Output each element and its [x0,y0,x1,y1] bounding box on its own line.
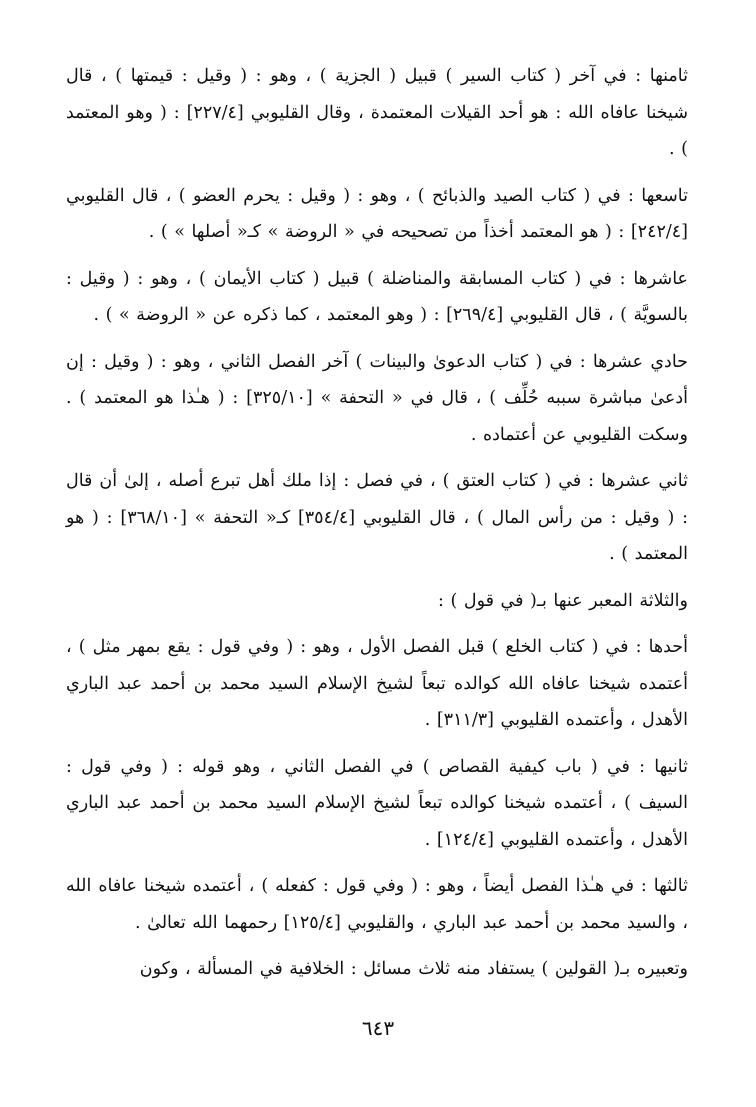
paragraph-6: والثلاثة المعبر عنها بـ( في قول ) : [438,590,688,611]
paragraph-9: ثالثها : في هـٰذا الفصل أيضاً ، وهو : ( وفي قول : كفعله ) ، أعتمده شيخنا عافاه الله ، والسيد محمد بن أحمد عبد الباري ، والقليوبي [١٢٥/٤] رحمهما الله تعالىٰ . [66,876,688,933]
paragraph-7: أحدها : في ( كتاب الخلع ) قبل الفصل الأول ، وهو : ( وفي قول : يقع بمهر مثل ) ، أعتمده شيخنا عافاه الله كوالده تبعاً لشيخ الإسلام السيد محمد بن أحمد عبد الباري الأهدل ، وأعتمده القليوبي [٣١١/٣] . [66,637,688,730]
paragraph-3: عاشرها : في ( كتاب المسابقة والمناضلة ) قبيل ( كتاب الأيمان ) ، وهو : ( وقيل : بالسويَّة ) ، قال القليوبي [٢٦٩/٤] : ( وهو المعتمد ، كما ذكره عن « الروضة » ) . [66,268,688,325]
paragraph-1: ثامنها : في آخر ( كتاب السير ) قبيل ( الجزية ) ، وهو : ( وقيل : قيمتها ) ، قال شيخنا عافاه الله : هو أحد القيلات المعتمدة ، وقال القليوبي [٢٢٧/٤] : ( وهو المعتمد ) . [66,66,688,159]
paragraph-10: وتعبيره بـ( القولين ) يستفاد منه ثلاث مسائل : الخلافية في المسألة ، وكون [139,959,688,979]
paragraph-5: ثاني عشرها : في ( كتاب العتق ) ، في فصل : إذا ملك أهل تبرع أصله ، إلىٰ أن قال : ( وقيل : من رأس المال ) ، قال القليوبي [٣٥٤/٤] كـ« التحفة » [٣٦٨/١٠] : ( هو المعتمد ) . [66,471,688,564]
paragraph-8: ثانيها : في ( باب كيفية القصاص ) في الفصل الثاني ، وهو قوله : ( وفي قول : السيف ) ، أعتمده شيخنا كوالده تبعاً لشيخ الإسلام السيد محمد بن أحمد عبد الباري الأهدل ، وأعتمده القليوبي [١٢٤/٤] . [66,756,688,850]
page-number: ٦٤٣ [361,1016,395,1040]
page-body [66,58,688,998]
paragraph-2: تاسعها : في ( كتاب الصيد والذبائح ) ، وهو : ( وقيل : يحرم العضو ) ، قال القليوبي [٢٤٢/٤] : ( هو المعتمد أخذاً من تصحيحه في « الروضة » كـ« أصلها » ) . [66,185,688,242]
paragraph-4: حادي عشرها : في ( كتاب الدعوىٰ والبينات ) آخر الفصل الثاني ، وهو : ( وقيل : إن أدعىٰ مباشرة سببه حُلِّف ) ، قال في « التحفة » [٣٢٥/١٠] : ( هـٰذا هو المعتمد ) . وسكت القليوبي عن أعتماده . [66,351,688,445]
